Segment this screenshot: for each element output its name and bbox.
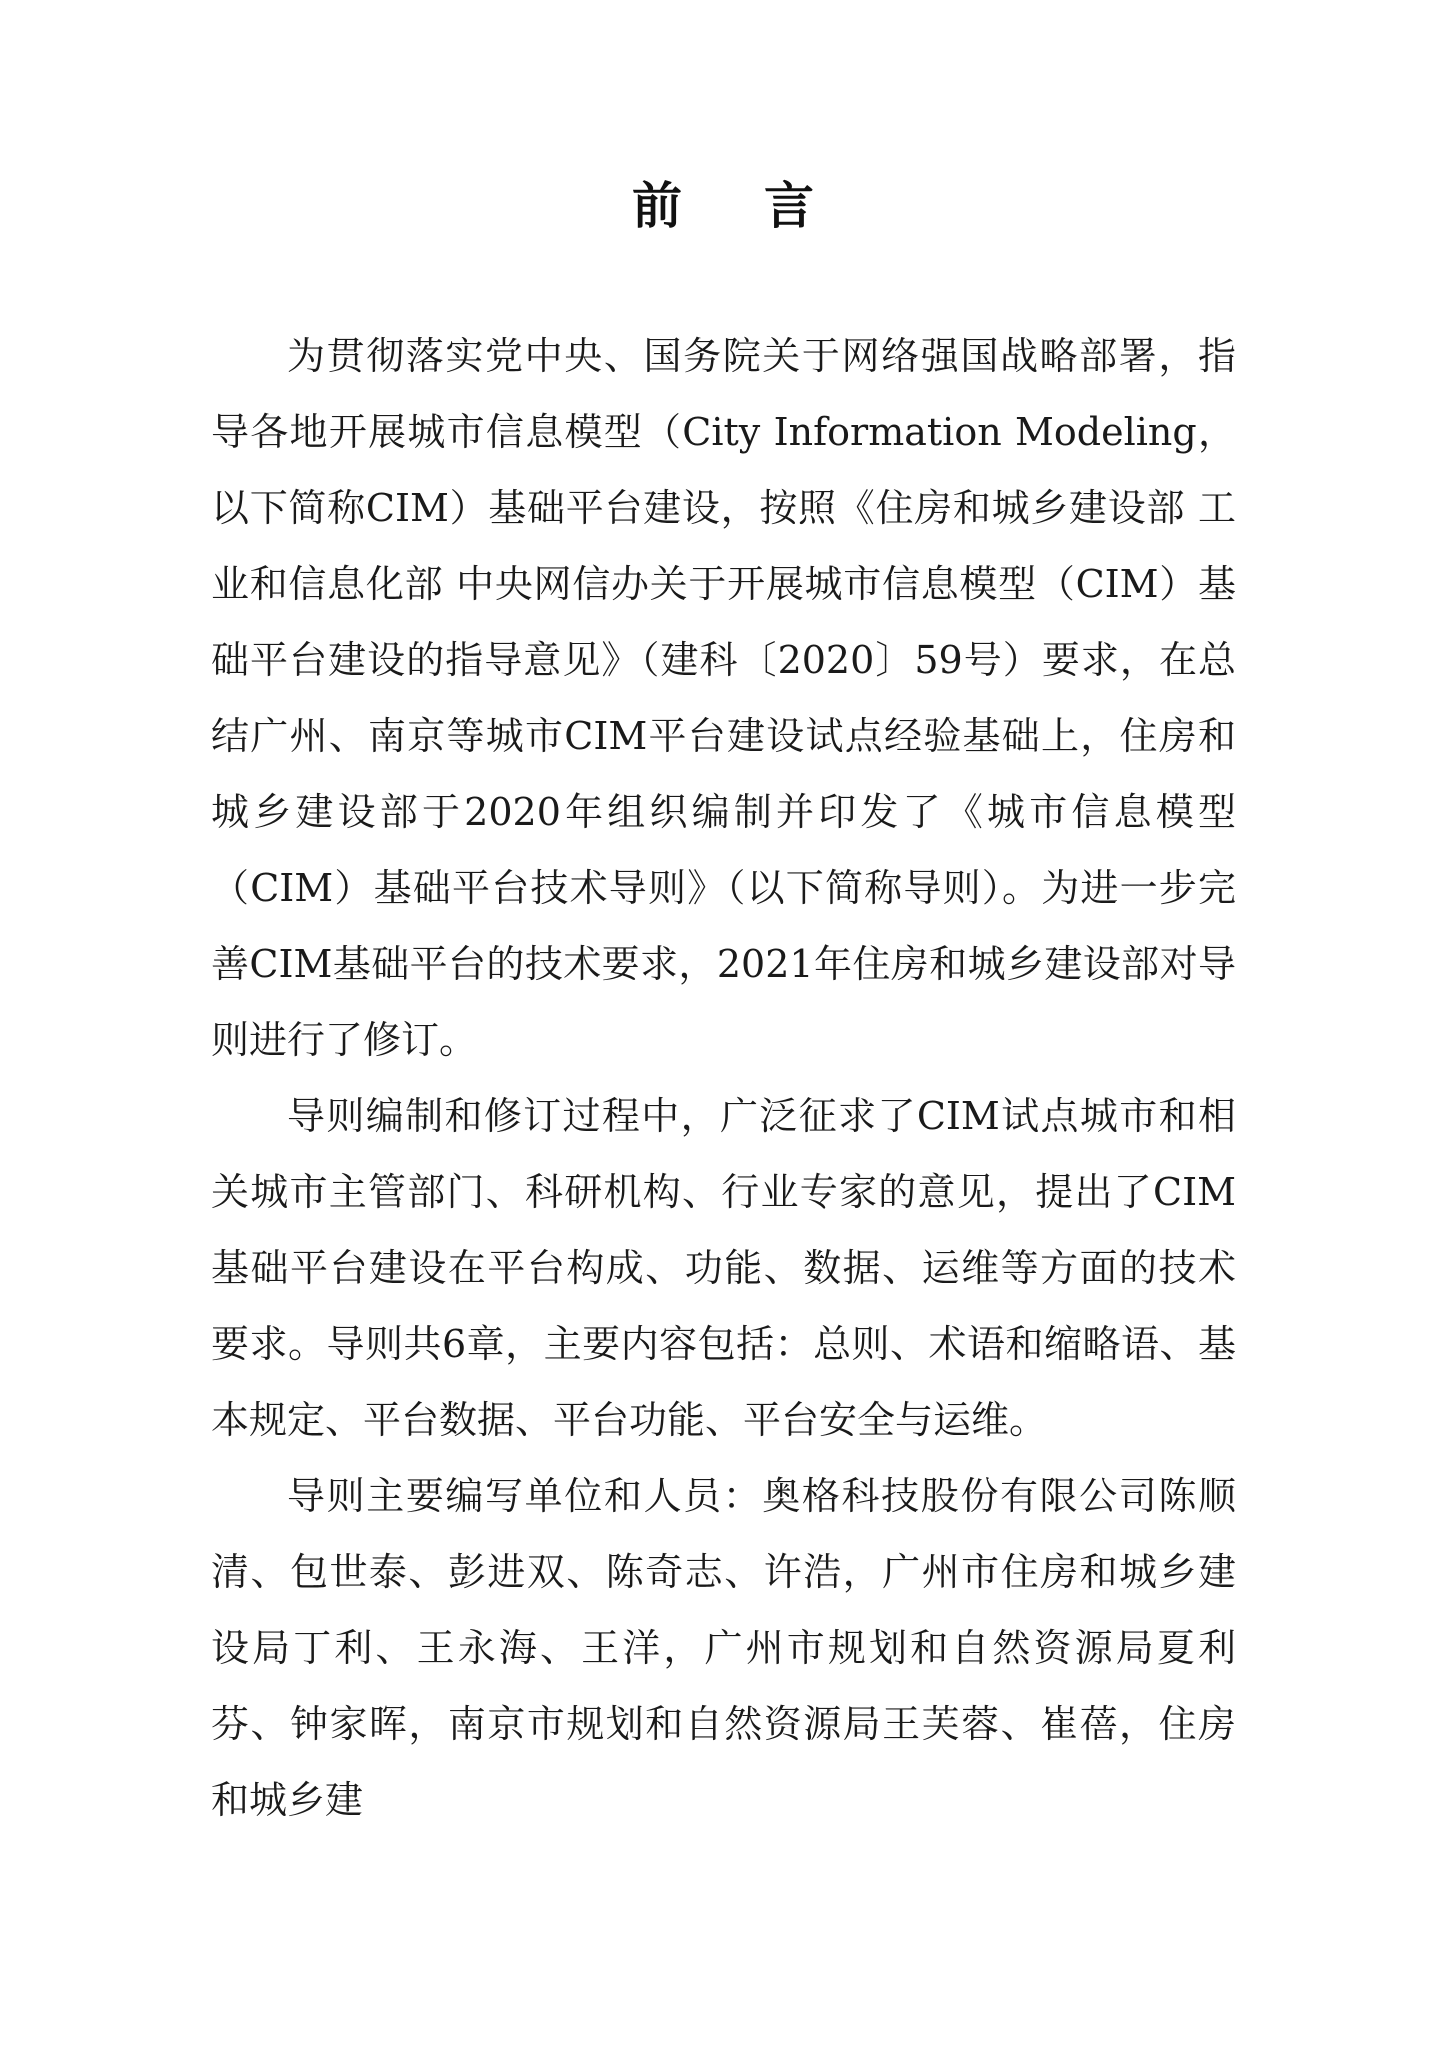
title-char-1: 前 [632,176,684,235]
title-char-2: 言 [764,176,816,235]
paragraph-1: 为贯彻落实党中央、国务院关于网络强国战略部署，指导各地开展城市信息模型（City Information Modeling，以下简称CIM）基础平台建设，按照《住房和城乡建设部 工业和信息化部 中央网信办关于开展城市信息模型（CIM）基础平台建设的指导意见》（建科〔2020〕59号）要求，在总结广州、南京等城市CIM平台建设试点经验基础上，住房和城乡建设部于2020年组织编制并印发了《城市信息模型（CIM）基础平台技术导则》（以下简称导则）。为进一步完善CIM基础平台的技术要求，2021年住房和城乡建设部对导则进行了修订。 [211,334,1236,1062]
paragraph-3: 导则主要编写单位和人员：奥格科技股份有限公司陈顺清、包世泰、彭进双、陈奇志、许浩，广州市住房和城乡建设局丁利、王永海、王洋，广州市规划和自然资源局夏利芬、钟家晖，南京市规划和自然资源局王芙蓉、崔蓓，住房和城乡建 [211,1474,1236,1822]
page-title [0,176,1448,236]
paragraph-2: 导则编制和修订过程中，广泛征求了CIM试点城市和相关城市主管部门、科研机构、行业专家的意见，提出了CIM基础平台建设在平台构成、功能、数据、运维等方面的技术要求。导则共6章，主要内容包括：总则、术语和缩略语、基本规定、平台数据、平台功能、平台安全与运维。 [211,1094,1236,1442]
document-body [211,318,1236,1838]
